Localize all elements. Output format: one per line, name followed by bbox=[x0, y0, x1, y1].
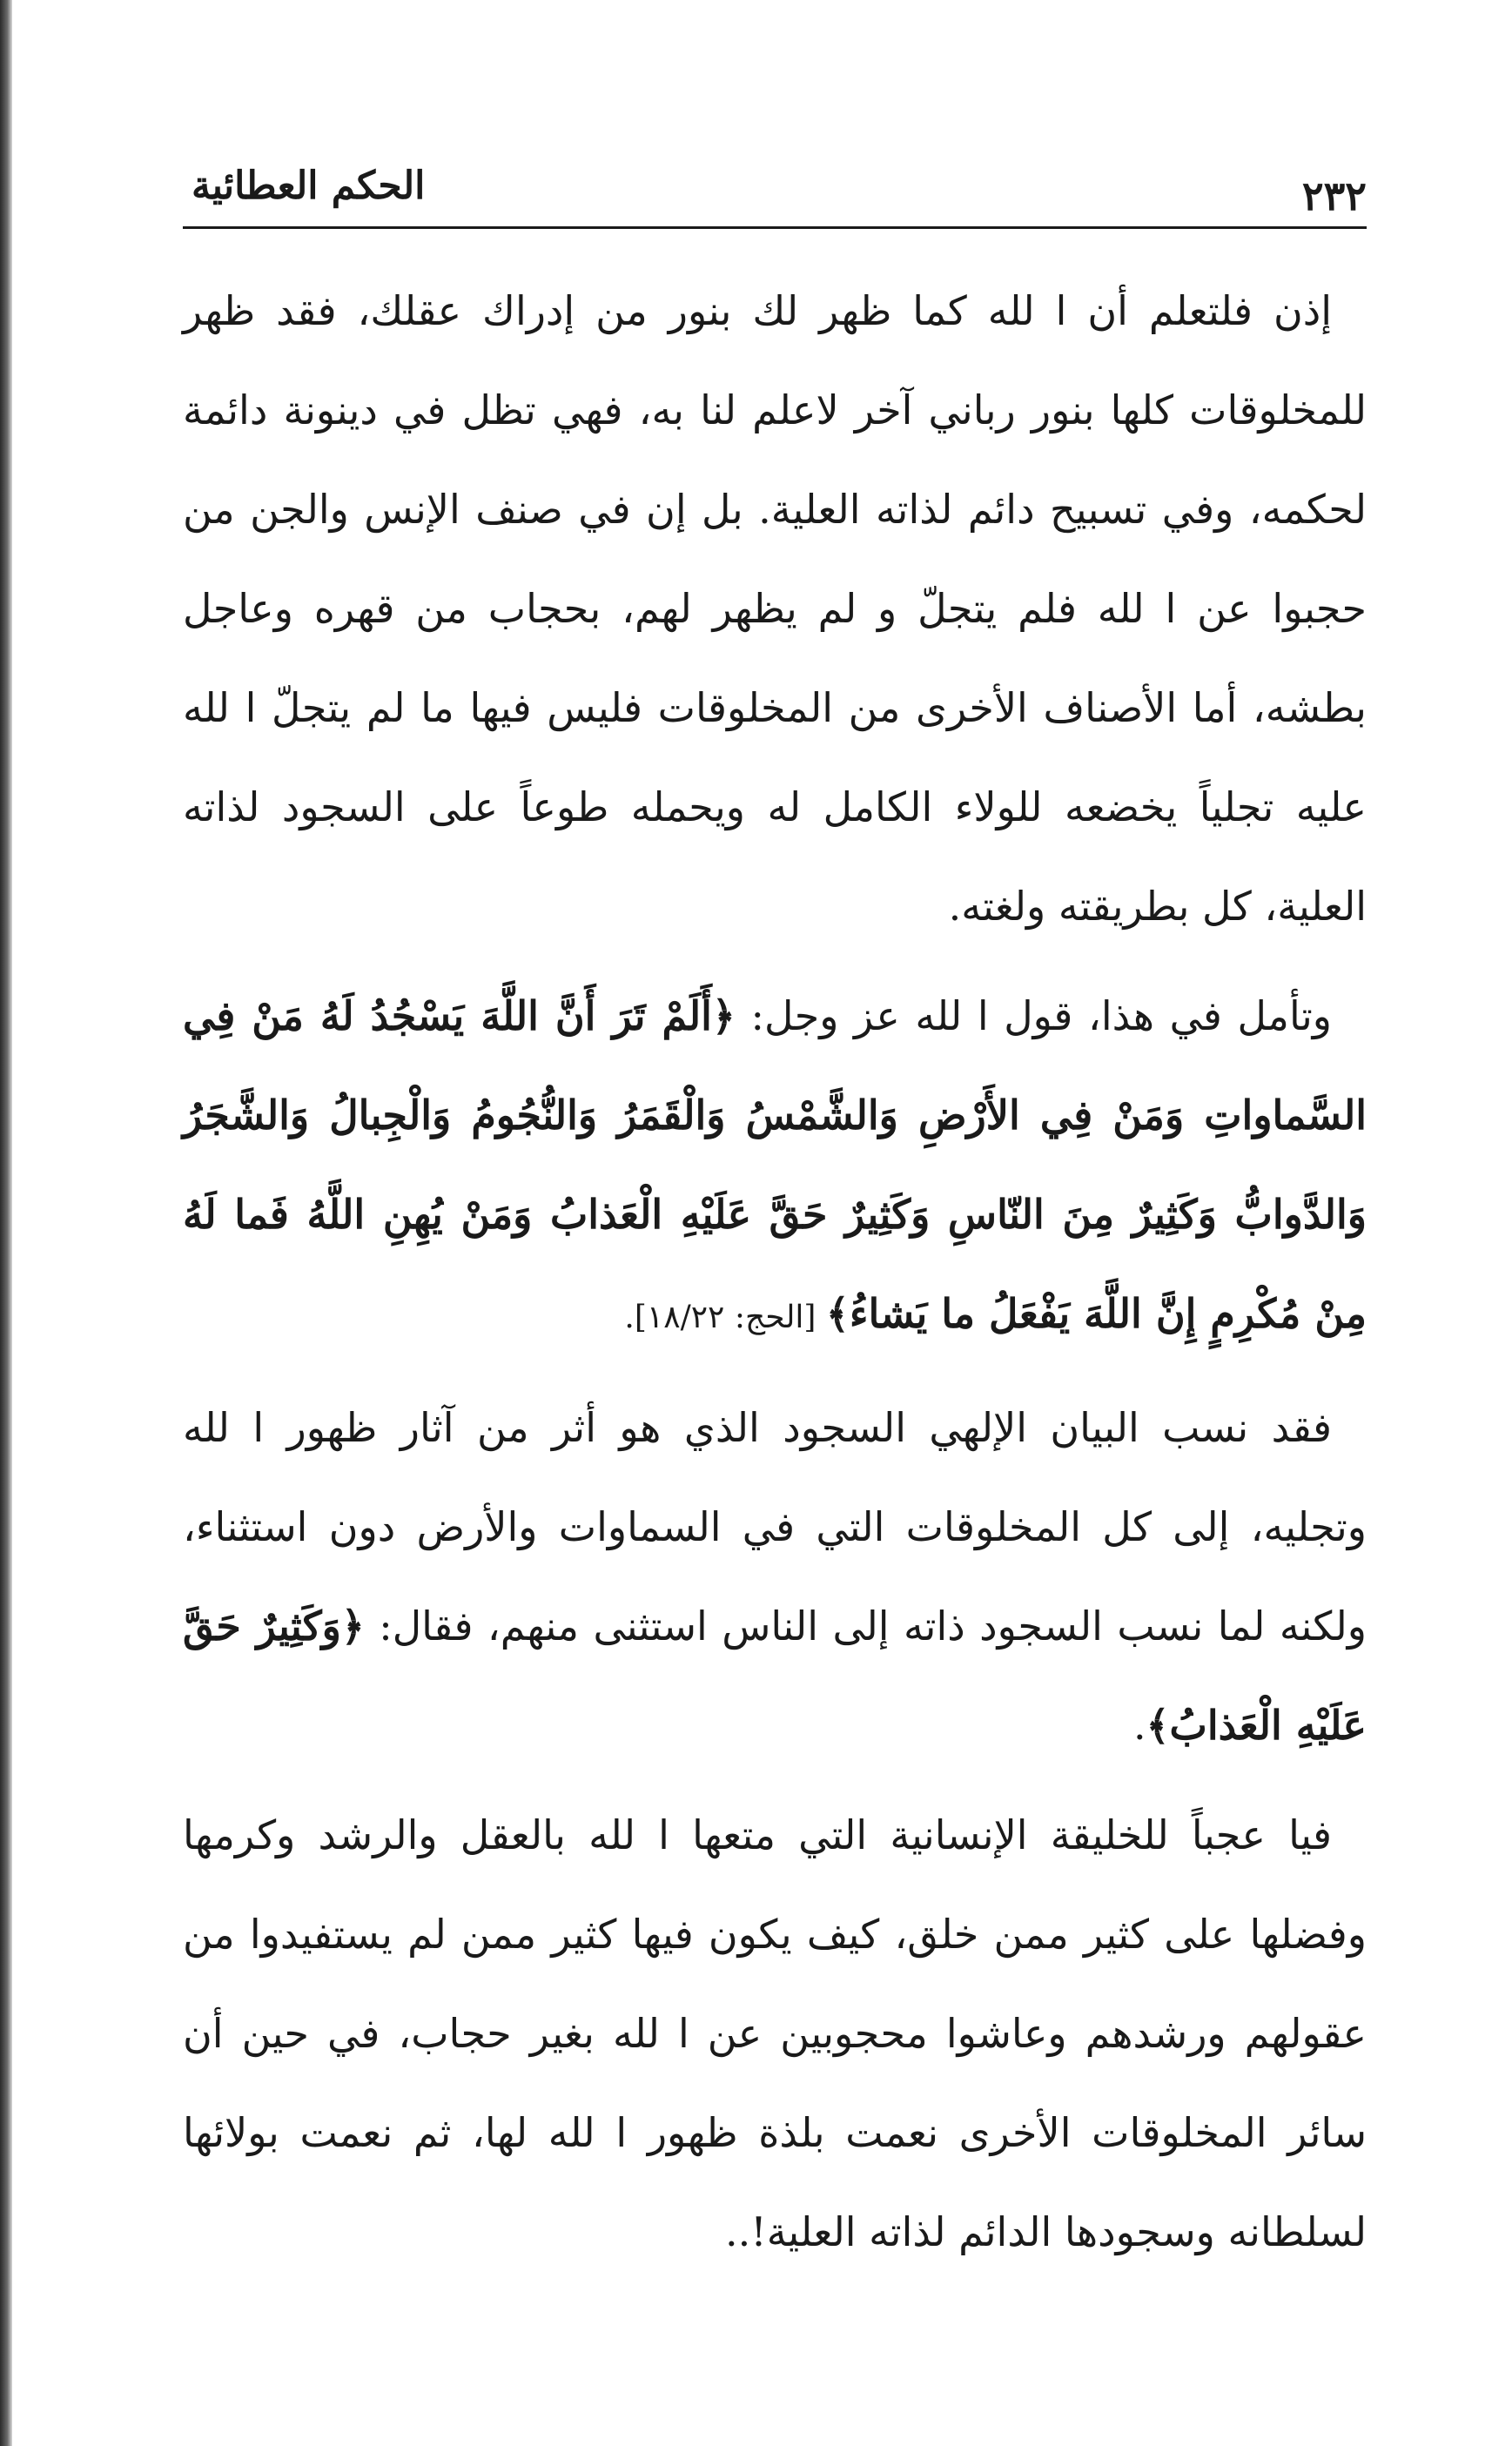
paragraph-2-intro: وتأمل في هذا، قول ا لله عز وجل: bbox=[735, 992, 1332, 1039]
paragraph-3-end: . bbox=[1132, 1702, 1146, 1749]
page-number: ٢٣٢ bbox=[1301, 172, 1367, 219]
running-title: الحكم العطائية bbox=[192, 164, 426, 208]
quran-verse-hajj: ﴿أَلَمْ تَرَ أَنَّ اللَّهَ يَسْجُدُ لَهُ مَنْ فِي السَّماواتِ وَمَنْ فِي الأَرْضِ وَالشَّمْسُ وَالْقَمَرُ وَالنُّجُومُ وَالْجِبالُ وَالشَّجَرُ وَالدَّوابُّ وَكَثِيرٌ مِنَ النّاسِ وَكَثِيرٌ حَقَّ عَلَيْهِ الْعَذابُ وَمَنْ يُهِنِ اللَّهُ فَما لَهُ مِنْ مُكْرِمٍ إِنَّ اللَّهَ يَفْعَلُ ما يَشاءُ﴾ bbox=[183, 992, 1367, 1337]
page-body bbox=[183, 226, 1367, 2281]
quran-verse-quote: ﴿وَكَثِيرٌ حَقَّ عَلَيْهِ الْعَذابُ﴾ bbox=[183, 1603, 1367, 1749]
page-header bbox=[183, 157, 1367, 226]
verse-citation: [الحج: ١٨/٢٢]. bbox=[624, 1300, 826, 1335]
paragraph-3 bbox=[183, 1378, 1367, 1775]
paragraph-1: إذن فلتعلم أن ا لله كما ظهر لك بنور من إدراك عقلك، فقد ظهر للمخلوقات كلها بنور رباني آخر لاعلم لنا به، فهي تظل في دينونة دائمة لحكمه، وفي تسبيح دائم لذاته العلية. بل إن في صنف الإنس والجن من حجبوا عن ا لله فلم يتجلّ و لم يظهر لهم، بحجاب من قهره وعاجل بطشه، أما الأصناف الأخرى من المخلوقات فليس فيها ما لم يتجلّ ا لله عليه تجلياً يخضعه للولاء الكامل له ويحمله طوعاً على السجود لذاته العلية، كل بطريقته ولغته. bbox=[183, 287, 1367, 930]
paragraph-3-text: فقد نسب البيان الإلهي السجود الذي هو أثر من آثار ظهور ا لله وتجليه، إلى كل المخلوقات التي في السماوات والأرض دون استثناء، ولكنه لما نسب السجود ذاته إلى الناس استثنى منهم، فقال: bbox=[183, 1404, 1367, 1650]
header-rule bbox=[183, 226, 1367, 229]
book-spine-shadow bbox=[0, 0, 12, 2446]
paragraph-2 bbox=[183, 966, 1367, 1367]
book-page bbox=[183, 157, 1367, 2292]
paragraph-4: فيا عجباً للخليقة الإنسانية التي متعها ا لله بالعقل والرشد وكرمها وفضلها على كثير ممن خلق، كيف يكون فيها كثير ممن لم يستفيدوا من عقولهم ورشدهم وعاشوا محجوبين عن ا لله بغير حجاب، في حين أن سائر المخلوقات الأخرى نعمت بلذة ظهور ا لله لها، ثم نعمت بولائها لسلطانه وسجودها الدائم لذاته العلية!.. bbox=[183, 1811, 1367, 2255]
